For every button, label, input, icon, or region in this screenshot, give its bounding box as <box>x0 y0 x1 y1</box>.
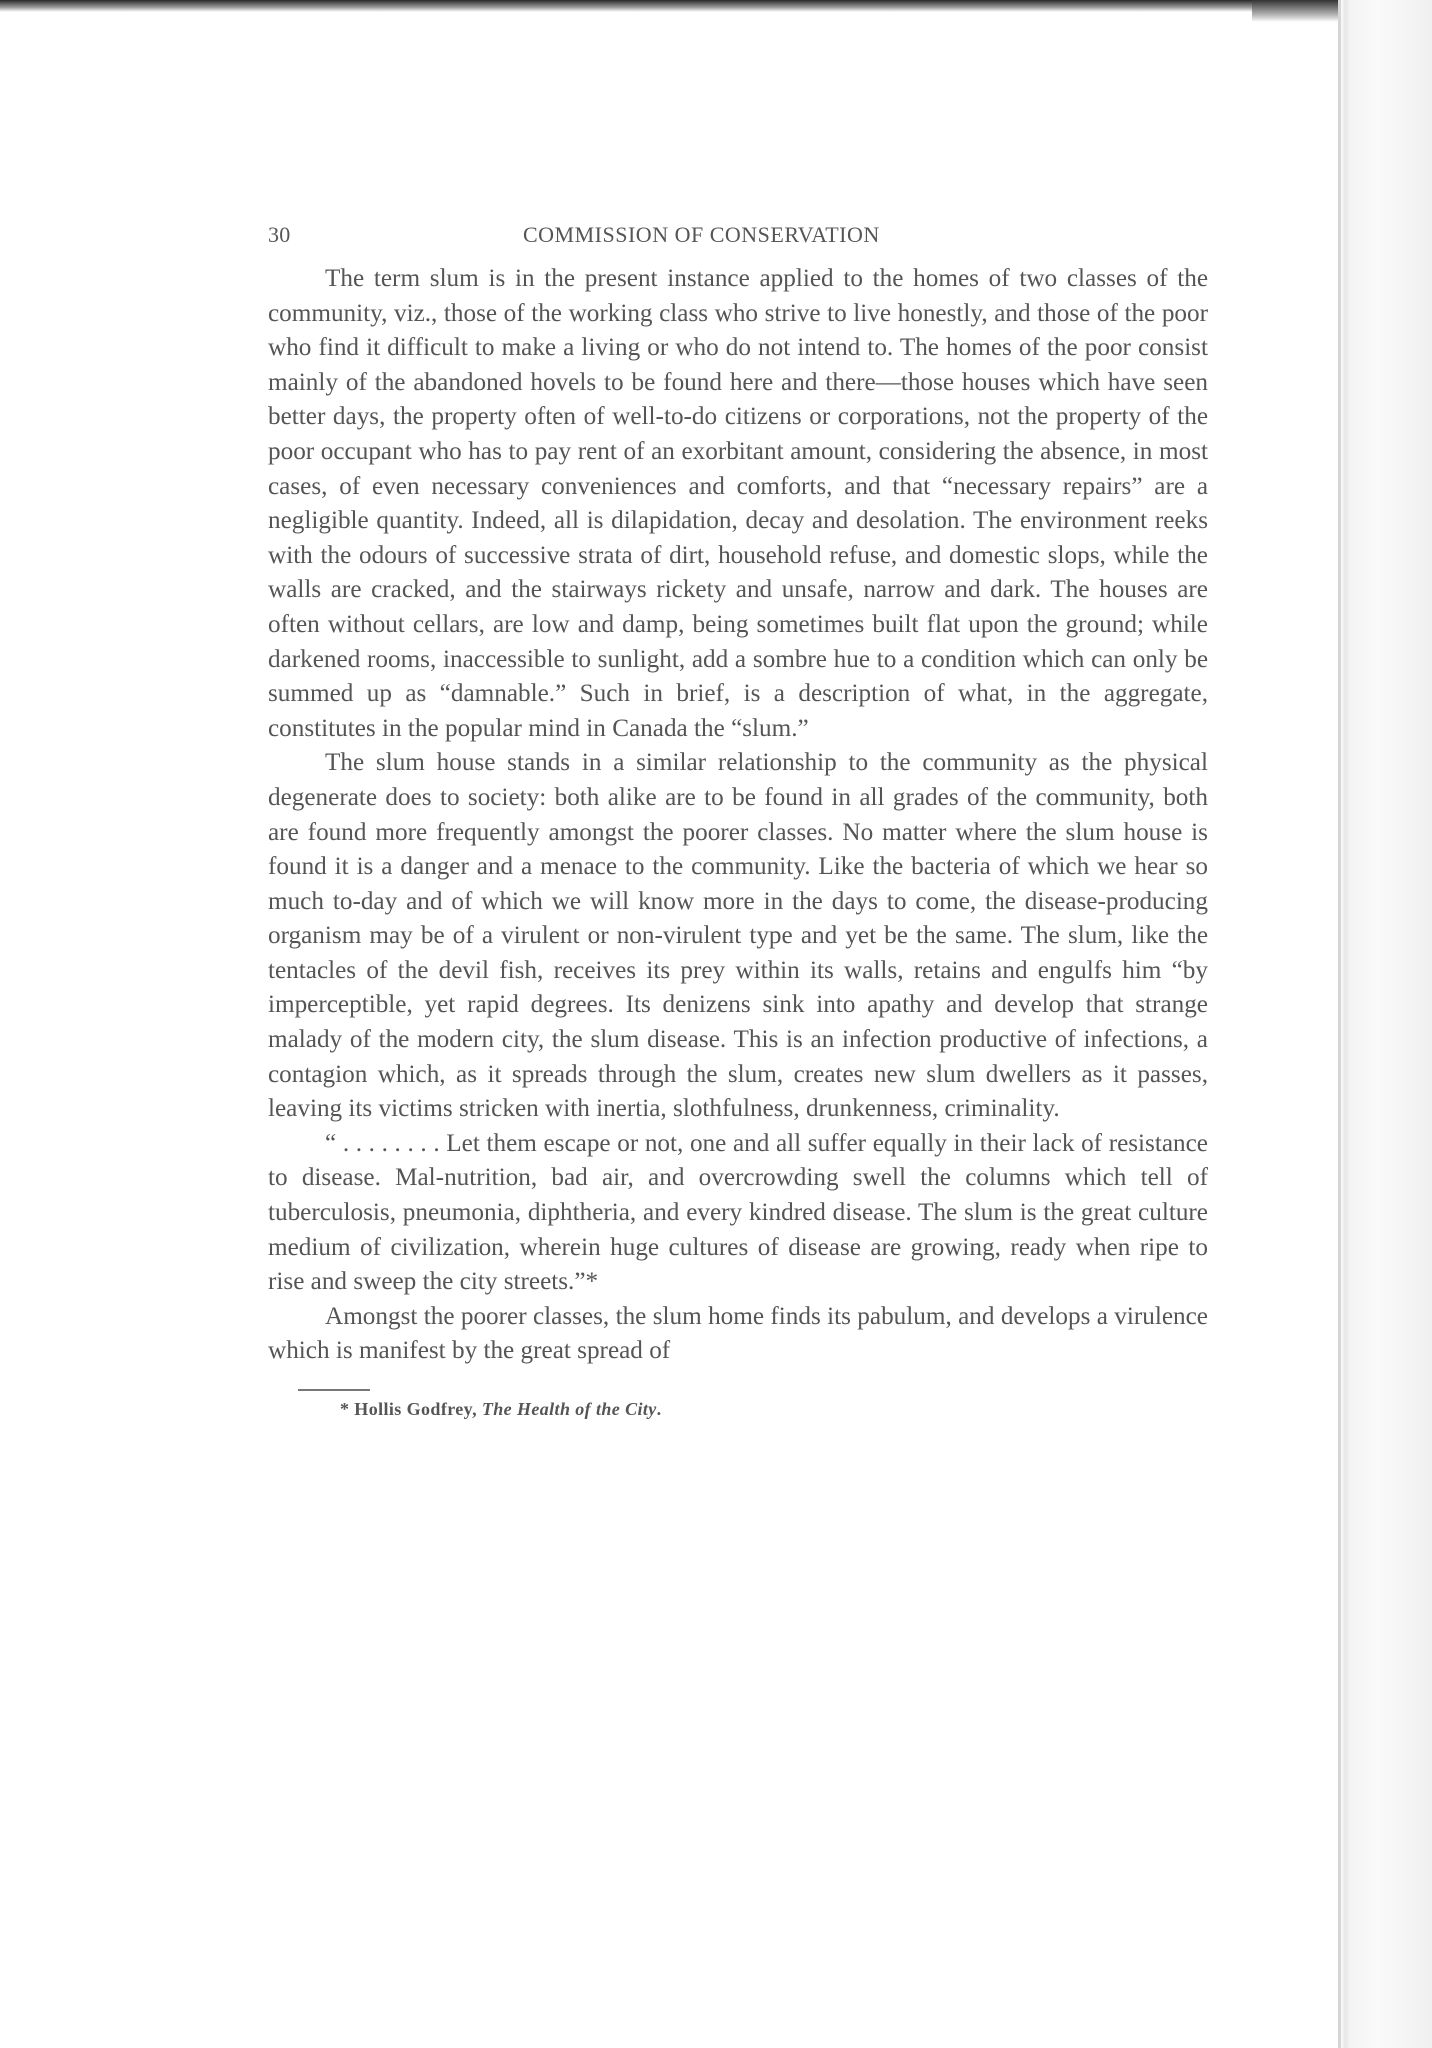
paragraph: The term slum is in the present instance applied to the homes of two classes of the community, viz., those of the working class who strive to live honestly, and those of the poor who find it difficult to make a living or who do not intend to. The homes of the poor consist mainly of the abandoned hovels to be found here and there—those houses which have seen better days, the property often of well-to-do citizens or corporations, not the property of the poor occupant who has to pay rent of an exorbitant amount, considering the absence, in most cases, of even necessary conveniences and comforts, and that “necessary repairs” are a negligible quantity. Indeed, all is dilapidation, decay and desolation. The environment reeks with the odours of successive strata of dirt, household refuse, and domestic slops, while the walls are cracked, and the stairways rickety and unsafe, narrow and dark. The houses are often without cellars, are low and damp, being sometimes built flat upon the ground; while darkened rooms, inaccessible to sunlight, add a sombre hue to a condition which can only be summed up as “damnable.” Such in brief, is a description of what, in the aggregate, constitutes in the popular mind in Canada the “slum.” <box>268 265 1208 742</box>
paragraph: “ . . . . . . . . Let them escape or not, one and all suffer equally in their lack of resistance to disease. Mal-nutrition, bad air, and overcrowding swell the columns which tell of tuberculosis, pneumonia, diphtheria, and every kindred disease. The slum is the great culture medium of civilization, wherein huge cultures of disease are growing, ready when ripe to rise and sweep the city streets.”* <box>268 1129 1208 1296</box>
scan-top-shadow <box>0 0 1432 12</box>
footnote-end: . <box>656 1399 662 1419</box>
running-head: COMMISSION OF CONSERVATION <box>523 222 880 247</box>
paragraph: The slum house stands in a similar relationship to the community as the physical degenerate does to society: both alike are to be found in all grades of the community, both are found more frequently amongst the poorer classes. No matter where the slum house is found it is a danger and a menace to the community. Like the bacteria of which we hear so much to-day and of which we will know more in the days to come, the disease-producing organism may be of a virulent or non-virulent type and yet be the same. The slum, like the tentacles of the devil fish, receives its prey within its walls, retains and engulfs him “by imperceptible, yet rapid degrees. Its denizens sink into apathy and develop that strange malady of the modern city, the slum disease. This is an infection productive of infections, a contagion which, as it spreads through the slum, creates new slum dwellers as it passes, leaving its victims stricken with inertia, slothfulness, drunkenness, criminality. <box>268 749 1208 1123</box>
page-number: 30 <box>268 222 291 247</box>
body-text <box>268 262 1208 1369</box>
footnote <box>340 1399 1208 1420</box>
footnote-work-title: The Health of the City <box>481 1399 657 1419</box>
scan-page-edge-line <box>1338 0 1341 2048</box>
scan-right-page-edge <box>1340 0 1432 2048</box>
paragraph: Amongst the poorer classes, the slum home finds its pabulum, and develops a virulence which is manifest by the great spread of <box>268 1302 1208 1365</box>
footnote-author: * Hollis Godfrey, <box>340 1399 482 1419</box>
page-header <box>268 222 1208 258</box>
book-page <box>268 222 1208 1420</box>
footnote-rule <box>298 1389 370 1391</box>
